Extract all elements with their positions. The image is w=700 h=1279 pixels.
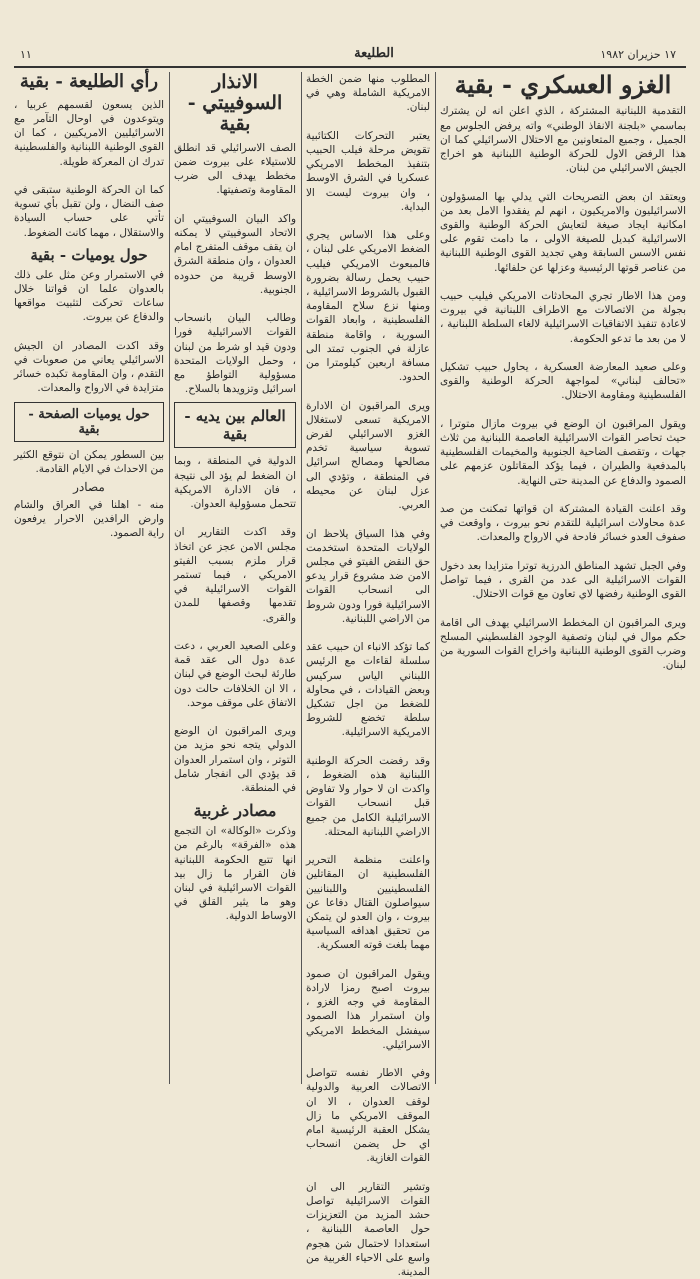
headline-diary-page: حول يوميات الصفحة - بقية <box>14 402 164 442</box>
headline-western-sources: مصادر غربية <box>193 801 277 821</box>
article-body: التقدمية اللبنانية المشتركة ، الذي اعلن انه لن يشترك بماسمي «بلجنة الانقاذ الوطني» واته يرفض الجلوس مع الجميل ، وجميع المتعاونين مع الاحتلال الاسرائيلي كما ان هذا الرفض الاول للحركة الوطنية اللبنانية هو اخراج الجيش الاسرائيلي من لبنان. ويعتقد ان بعض التصريحات التي يدلي بها المسؤولون الاسرائيليون والامريكيون ، انهم لم يفقدوا الامل بعد من امكانية ايجاد صيغة لتعايش الحركة الوطنية والقوى الاسرائيلية كبديل للصيغة الاولى ، ما دامت تقوم على نفس الاسس السابقة وهي تجديد القوى الوطنية اللبنانية من عناصر قوتها الرئيسية وعزلها عن حلفائها. ومن هذا الاطار تجري المحادثات الامريكي فيليب حبيب بجولة من الاتصالات مع الاطراف اللبنانية في بيروت لاعادة تنفيذ الاتفاقيات الاسرائيلية لالغاء السلطة اللبنانية ، لا من بعد ما تدعو الحكومة. وعلى صعيد المعارضة العسكرية ، يحاول حبيب تشكيل «تحالف لبناني» لمواجهة الحركة الوطنية والقوى الفلسطينية ومقاومة الاحتلال. ويقول المراقبون ان الوضع في بيروت مازال متوترا ، حيث تحاصر القوات الاسرائيلية العاصمة اللبنانية من ثلاث جهات ، وتقصف الضاحية الجنوبية والمخيمات الفلسطينية بالمدفعية والطيران ، فيما يؤكد المقاتلون عزمهم على الصمود والدفاع عن المدينة حتى النهاية. وقد اعلنت القيادة المشتركة ان قواتها تمكنت من صد عدة محاولات اسرائيلية للتقدم نحو بيروت ، واوقعت في صفوف العدو خسائر فادحة في الارواح والمعدات. وفي الجبل تشهد المناطق الدرزية توترا متزايدا بعد دخول القوات الاسرائيلية الى عدد من القرى ، فيما تواصل القوى الوطنية رفضها لاي تعاون مع قوات الاحتلال. ويرى المراقبون ان المخطط الاسرائيلي يهدف الى اقامة حكم موال في لبنان وتصفية الوجود الفلسطيني المسلح وضرب القوى الوطنية اللبنانية واخراج القوات السورية من لبنان. <box>440 105 686 672</box>
column-rule <box>301 72 302 1084</box>
article-body: وذكرت «الوكالة» ان التجمع هذه «الفرقة» بالرغم من انها تتبع الحكومة اللبنانية فان القرار ما زال بيد القوات الاسرائيلية في لبنان وهو ما يثير القلق في الاوساط الدولية. <box>170 825 296 923</box>
headline-editorial: رأي الطليعة - بقية <box>19 71 159 92</box>
article-body: الدولية في المنطقة ، وبما ان الضغط لم يؤد الى نتيجة ، فان الادارة الامريكية تتحمل مسؤولية العدوان. وقد اكدت التقارير ان مجلس الامن عجز عن اتخاذ قرار ملزم بسبب الفيتو الامريكي ، فيما تستمر القوات الاسرائيلية في تقدمها وقصفها للمدن والقرى. وعلى الصعيد العربي ، دعت عدة دول الى عقد قمة طارئة لبحث الوضع في لبنان ، الا ان الخلافات حالت دون الاتفاق على موقف موحد. ويرى المراقبون ان الوضع الدولي يتجه نحو مزيد من التوتر ، وان استمرار العدوان قد يؤدي الى انفجار شامل في المنطقة. <box>174 455 296 794</box>
column-rule <box>169 72 170 1084</box>
column-1 <box>440 72 686 1084</box>
article-body: بين السطور يمكن ان نتوقع الكثير من الاحداث في الايام القادمة. <box>10 448 164 475</box>
sources-label: مصادر <box>73 480 105 495</box>
column-4 <box>10 71 164 1084</box>
column-rule <box>435 72 436 1084</box>
article-body: منه - اهلنا في العراق والشام وارض الرافدين الاحرار يرفعون راية الصمود. <box>10 499 164 540</box>
newspaper-page <box>10 10 686 1279</box>
headline-military-invasion: الغزو العسكري - بقية <box>454 70 672 99</box>
issue-date: ١٧ حزيران ١٩٨٢ <box>600 48 676 61</box>
page-header <box>14 10 686 68</box>
column-2 <box>306 72 430 1279</box>
article-body: في الاستمرار وعن مثل على ذلك بالعدوان علما ان قواتنا خلال ساعات تحركت لتثبيت مواقعها والدفاع عن بيروت. وقد اكدت المصادر ان الجيش الاسرائيلي يعاني من صعوبات في التقدم ، وان المقاومة تكبده خسائر متزايدة في الارواح والمعدات. <box>14 268 164 395</box>
article-body: الصف الاسرائيلي قد انطلق للاستيلاء على بيروت ضمن مخطط يهدف الى ضرب المقاومة وتصفيتها. واكد البيان السوفييتي ان الاتحاد السوفييتي لا يمكنه ان يقف موقف المتفرج امام العدوان ، وان منطقة الشرق الاوسط قريبة من حدوده الجنوبية. وطالب البيان بانسحاب القوات الاسرائيلية فورا ودون قيد او شرط من لبنان ، وحمل الولايات المتحدة مسؤولية التواطؤ مع اسرائيل وتزويدها بالسلاح. <box>174 141 296 396</box>
article-body: المطلوب منها ضمن الخطة الامريكية الشاملة وهي في لبنان. يعتبر التحركات الكتائبية تقويض مرحلة فيلب الحبيب بتنفيذ المخطط الامريكي عسكريا في الشرق الاوسط ، وان بيروت ليست الا البداية. وعلى هذا الاساس يجري الضغط الامريكي على لبنان ، فالمبعوث الامريكي فيليب حبيب يحمل رسالة بضرورة القبول بالشروط الاسرائيلية ، ومنها نزع سلاح المقاومة الفلسطينية ، وابعاد القوات السورية ، واقامة منطقة عازلة في الجنوب تمتد الى مسافة اربعين كيلومترا من الحدود. ويرى المراقبون ان الادارة الامريكية تسعى لاستغلال الغزو الاسرائيلي لفرض تسوية سياسية تخدم مصالحها ومصالح اسرائيل في المنطقة ، وتؤدي الى عزل لبنان عن محيطه العربي. وفي هذا السياق يلاحظ ان الولايات المتحدة استخدمت حق النقض الفيتو في مجلس الامن ضد مشروع قرار يدعو الى انسحاب القوات الاسرائيلية فورا ودون شروط من الاراضي اللبنانية. كما تؤكد الانباء ان حبيب عقد سلسلة لقاءات مع الرئيس اللبناني الياس سركيس وبعض القيادات ، في محاولة للضغط من اجل تشكيل سلطة تخضع للشروط الامريكية الاسرائيلية. وقد رفضت الحركة الوطنية اللبنانية هذه الضغوط ، واكدت ان لا حوار ولا تفاوض قبل انسحاب القوات الاسرائيلية الكامل من جميع الاراضي اللبنانية المحتلة. واعلنت منظمة التحرير الفلسطينية ان المقاتلين الفلسطينيين واللبنانيين سيواصلون القتال دفاعا عن بيروت ، وان العدو لن يتمكن من تحقيق اهدافه السياسية مهما بلغت قوته العسكرية. ويقول المراقبون ان صمود بيروت اصبح رمزا لارادة المقاومة في وجه الغزو ، وان استمرار هذا الصمود سيفشل المخطط الامريكي الاسرائيلي. وفي الاطار نفسه تتواصل الاتصالات العربية والدولية لوقف العدوان ، الا ان الموقف الامريكي ما زال يشكل العقبة الرئيسية امام اي حل يضمن انسحاب القوات الغازية. وتشير التقارير الى ان القوات الاسرائيلية تواصل حشد المزيد من التعزيزات حول العاصمة اللبنانية ، استعدادا لاحتمال شن هجوم واسع على الاحياء الغربية من المدينة. <box>306 73 430 1279</box>
column-3 <box>170 71 296 1084</box>
headline-world: العالم بين يديه - بقية <box>174 402 296 448</box>
headline-diary: حول يوميات - بقية <box>30 245 148 264</box>
article-body: الذين يسعون لقسمهم عربيا ، ويتوعدون في اوحال التآمر مع الاسرائيليين الامريكيين ، كما ان القوى الوطنية اللبنانية والفلسطينية تدرك ان المعركة طويلة. كما ان الحركة الوطنية ستبقى في صف النضال ، ولن تقبل بأي تسوية تأتي على حساب السيادة والاستقلال ، مهما كانت الضغوط. <box>14 98 164 239</box>
newspaper-name: الطليعة <box>354 46 394 61</box>
headline-soviet-warning: الانذار السوفييتي - بقية <box>187 71 283 135</box>
page-number: ١١ <box>20 48 32 61</box>
